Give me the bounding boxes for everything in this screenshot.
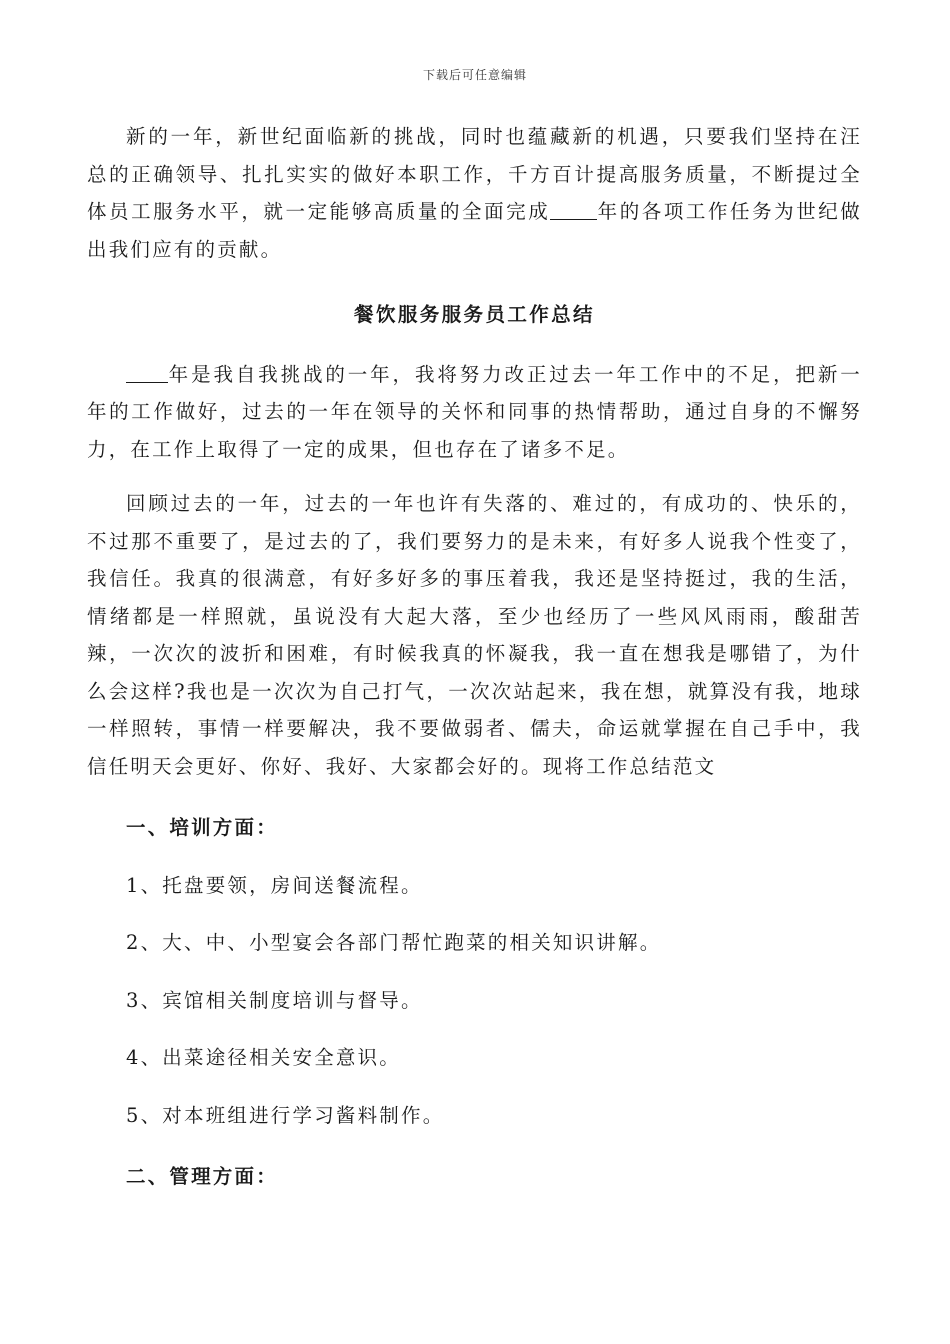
year-blank-line xyxy=(126,362,168,383)
intro-text-after-blank: 年的各项工作任务为世纪做出我们应有的贡献。 xyxy=(87,200,863,261)
list-item: 2、大、中、小型宴会各部门帮忙跑菜的相关知识讲解。 xyxy=(126,931,662,954)
year-blank-line xyxy=(550,199,597,220)
document-body xyxy=(87,118,862,1196)
list-item: 5、对本班组进行学习酱料制作。 xyxy=(126,1103,445,1127)
list-item: 1、托盘要领，房间送餐流程。 xyxy=(126,873,423,897)
paragraph-1 xyxy=(87,356,862,469)
page-header-note: 下载后可任意编辑 xyxy=(422,68,527,82)
intro-paragraph xyxy=(87,118,862,268)
intro-text-before-blank: 新的一年，新世纪面临新的挑战，同时也蕴藏新的机遇，只要我们坚持在汪总的正确领导、扎扎实实的做好本职工作，千方百计提高服务质量，不断提过全体员工服务水平，就一定能够高质量的全面完成 xyxy=(87,125,862,223)
paragraph-2: 回顾过去的一年，过去的一年也许有失落的、难过的，有成功的、快乐的，不过那不重要了，是过去的了，我们要努力的是未来，有好多人说我个性变了，我信任。我真的很满意，有好多好多的事压着我，我还是坚持挺过，我的生活，情绪都是一样照就，虽说没有大起大落，至少也经历了一些风风雨雨，酸甜苦辣，一次次的波折和困难，有时候我真的怀凝我，我一直在想我是哪错了，为什么会这样?我也是一次次为自己打气，一次次站起来，我在想，就算没有我，地球一样照转，事情一样要解决，我不要做弱者、儒夫，命运就掌握在自己手中，我信任明天会更好、你好、我好、大家都会好的。现将工作总结范文 xyxy=(87,492,862,778)
document-title: 餐饮服务服务员工作总结 xyxy=(354,303,595,326)
section-heading-management: 二、管理方面： xyxy=(126,1165,278,1188)
list-item: 3、宾馆相关制度培训与督导。 xyxy=(126,988,423,1012)
section-heading-training: 一、培训方面： xyxy=(126,816,278,839)
paragraph-1-text: 年是我自我挑战的一年，我将努力改正过去一年工作中的不足，把新一年的工作做好，过去的一年在领导的关怀和同事的热情帮助，通过自身的不懈努力，在工作上取得了一定的成果，但也存在了诸多不足。 xyxy=(87,362,862,461)
list-item: 4、出菜途径相关安全意识。 xyxy=(126,1046,402,1069)
